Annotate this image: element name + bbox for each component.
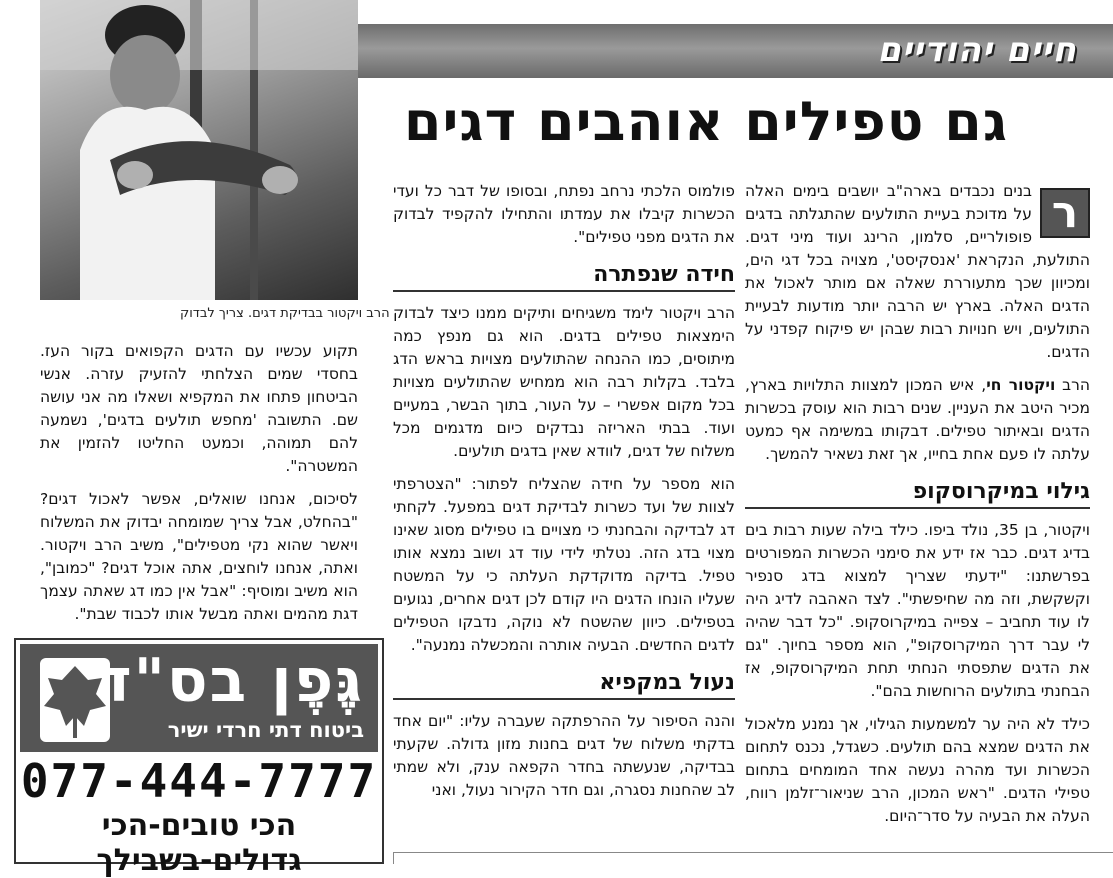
article-headline: גם טפילים אוהבים דגים: [403, 90, 1008, 153]
paragraph-text: הרב: [1055, 376, 1090, 394]
paragraph: [745, 180, 1090, 364]
paragraph: לסיכום, אנחנו שואלים, אפשר לאכול דגים? "בהחלט, אבל צריך שמומחה יבדוק את המשלוח ויאשר שהוא נקי מטפילים", משיב הרב ויקטור. ואתה, אנחנו לוחצים, אתה אוכל דגים? "כמובן", הוא משיב ומוסיף: "אבל אין כמו דג שאתה עצמך דגת מהמים ואתה מבשל אותו לכבוד שבת".: [40, 490, 358, 623]
subheading: חידה שנפתרה: [393, 263, 735, 292]
drop-cap: ר: [1040, 188, 1090, 238]
ad-brand: גֶּפֶן בס"ד: [96, 646, 364, 716]
paragraph-text: , איש המכון למצוות התלויות בארץ, מכיר היטב את העניין. שנים רבות הוא עוסק בכשרות הדגים ובאיתור טפילים. דבקותו במשימה אף כמעט עלתה לו פעם אחת בחייו, אך זאת נשאיר להמשך.: [745, 376, 1090, 463]
paragraph: [745, 374, 1090, 466]
subheading: נעול במקפיא: [393, 671, 735, 700]
advertisement[interactable]: [14, 638, 384, 878]
article-column-2: [393, 180, 735, 812]
ad-phone[interactable]: 077-444-7777: [20, 754, 378, 808]
bottom-frame: [393, 852, 1113, 864]
photo-caption: הרב ויקטור בבדיקת דגים. צריך לבדוק: [180, 306, 390, 321]
article-photo: [40, 0, 358, 300]
subheading: גילוי במיקרוסקופ: [745, 480, 1090, 509]
paragraph: תקוע עכשיו עם הדגים הקפואים בקור העז. בחסדי שמים הצלחתי להזעיק עזרה. אנשי הביטחון פתחו את המקפיא ושאלו מה אני עושה שם. התשובה 'מחפש תולעים בדגים', נשמעה להם תמוהה, וכמעט החליטו להזמין את המשטרה".: [40, 342, 358, 475]
paragraph: פולמוס הלכתי נרחב נפתח, ובסופו של דבר כל ועדי הכשרות קיבלו את עמדתו והתחילו להקפיד לבדוק את הדגים מפני טפילים".: [393, 182, 735, 246]
article-column-3: [40, 340, 358, 636]
paragraph: ויקטור, בן 35, נולד ביפו. כילד בילה שעות רבות בים בדיג דגים. כבר אז ידע את סימני הכשרות המפורטים בפרשתנו: "ידעתי שצריך למצוא בדג סנפיר וקשקשת, וזה מה שחיפשתי". לצד האהבה לדיג היה לו עוד תחביב – צפייה במיקרוסקופ. "כל דבר שהיה לי עבר דרך המיקרוסקופ", הוא מספר בחיוך. "גם את הדגים שתפסתי הנחתי תחת המיקרוסקופ, אז הבחנתי בתולעים הרוחשות בהם".: [745, 521, 1090, 700]
ad-slogan: הכי טובים-הכי גדולים-בשבילך: [96, 808, 302, 878]
paragraph-text: בנים נכבדים בארה"ב יושבים בימים האלה על מדוכת בעיית התולעים שהתגלתה בדגים פופולריים, סלמון, הרינג ועוד מיני דגים. התולעת, הנקראת 'אנסקיסט', מצויה בכל דגי הים, ומכיוון שכך מתעוררת שאלה אם מותר לאכול את הדגים האלה. בארץ יש הרבה יותר מודעות לבעיית התולעים, ויש חנויות רבות שבהן יש פיקוח קפדני על הדגים.: [745, 182, 1090, 361]
section-title: חיים יהודיים: [877, 30, 1077, 70]
paragraph: והנה הסיפור על ההרפתקה שעברה עליו: "יום אחד בדקתי משלוח של דגים בחנות מזון גדולה. שקעתי בבדיקה, שנעשתה בחדר הקפאה ענק, ולא שמתי לב שהחנות נסגרה, וגם חדר הקירור נעול, ואני: [393, 712, 735, 799]
person-name: ויקטור חי: [986, 376, 1056, 394]
ad-header: [20, 644, 378, 752]
paragraph: הוא מספר על חידה שהצליח לפתור: "הצטרפתי לצוות של ועד כשרות לבדיקת דגים במפעל. לקחתי דג לבדיקה והבחנתי כי מצויים בו טפילים מסוג שאינו מצוי בדג הזה. נטלתי לידי עוד דג ושוב נמצא אותו טפיל. בדיקה מדוקדקת העלתה כי על המשטח שעליו הונחו הדגים היו קודם לכן דגים אחרים, נגועים בטפילים. כיוון שהשטח לא נוקה, נדבקו הטפילים לדגים החדשים. הבעיה אותרה והמכשלה נמנעה".: [393, 475, 735, 654]
ad-subtitle: ביטוח דתי חרדי ישיר: [167, 718, 364, 742]
paragraph: הרב ויקטור לימד משגיחים ותיקים ממנו כיצד לבדוק הימצאות טפילים בדגים. הוא גם מנפץ כמה מיתוסים, כמו ההנחה שהתולעים מצויות בראש הדג בלבד. בקלות רבה הוא ממחיש שהתולעים מצויות בכל מקום אפשרי – על העור, בתוך הבשר, במעיים ועוד. בבתי האריזה נבדקים כיום מדגמים מכל משלוח של דגים, לוודא שאין בדגים תולעים.: [393, 304, 735, 460]
article-column-1: [745, 180, 1090, 838]
section-banner: [355, 24, 1113, 78]
paragraph: כילד לא היה ער למשמעות הגילוי, אך נמנע מלאכול את הדגים שמצא בהם תולעים. כשגדל, נכנס לתחום הכשרות ועד מהרה נעשה אחד המומחים בתחום טפילי הדגים. "ראש המכון, הרב שניאור־זלמן רווח, העלה את הבעיה על סדר־היום.: [745, 715, 1090, 825]
photo-illustration: [40, 0, 358, 300]
